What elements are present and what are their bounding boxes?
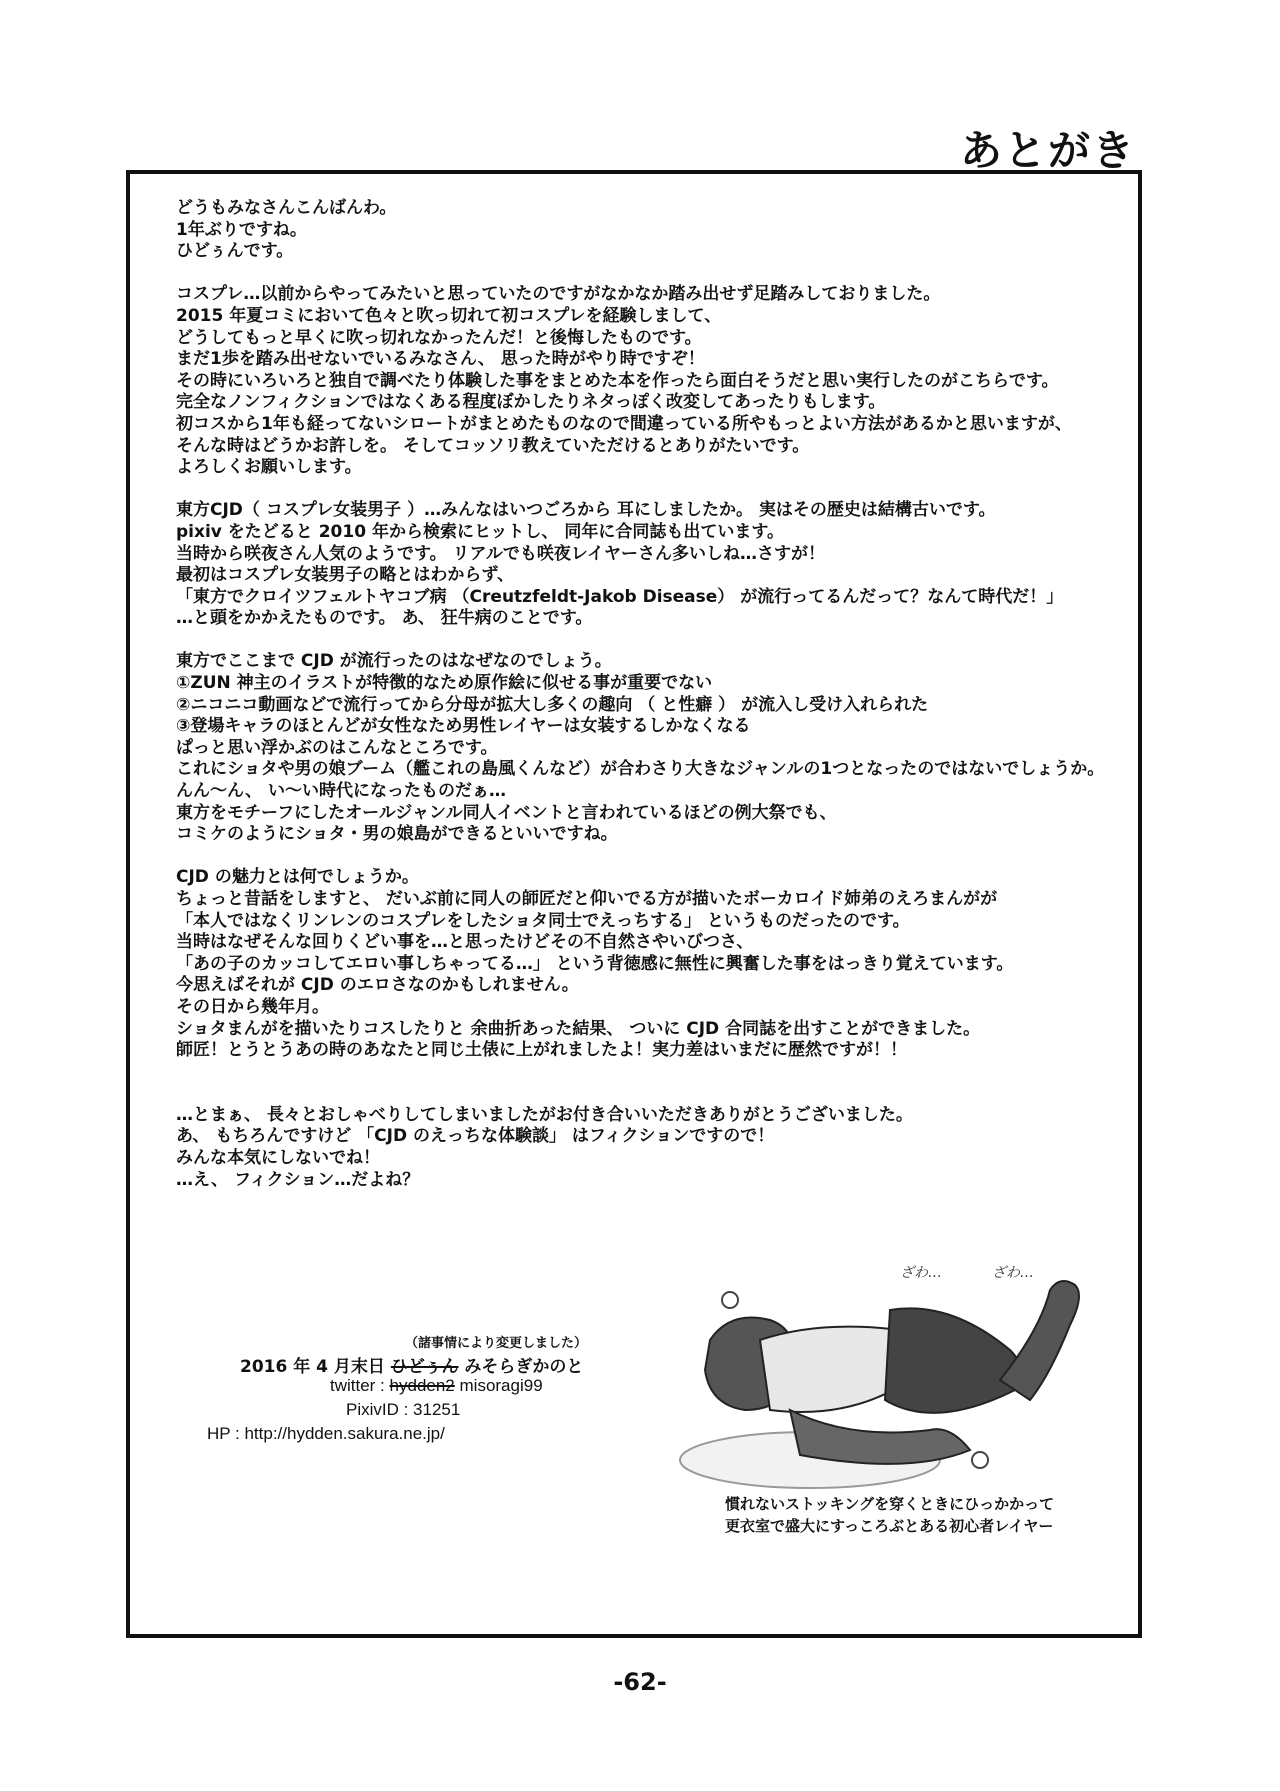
text-line: 初コスから1年も経ってないシロートがまとめたものなので間違っている所やもっとよい方法があるかと思いますが、 [176,413,1072,434]
signature-date-line [240,1352,583,1377]
text-line: ちょっと昔話をしますと、 だいぶ前に同人の師匠だと仰いでる方が描いたボーカロイド姉弟のえろまんがが [176,889,998,909]
text-line: 「あの子のカッコしてエロい事しちゃってる…」 という背徳感に無性に興奮した事をはっきり覚えています。 [176,953,1014,974]
illustration-caption [725,1493,1054,1537]
text-line: その日から幾年月。 [176,996,329,1017]
text-line: 「東方でクロイツフェルトヤコブ病 （Creutzfeldt-Jakob Disease） が流行ってるんだって？なんて時代だ！」 [176,586,1064,607]
homepage-url: HP : http://hydden.sakura.ne.jp/ [207,1424,445,1443]
text-line: 2015 年夏コミにおいて色々と吹っ切れて初コスプレを経験しまして、 [176,305,722,326]
text-line: んん～ん、 い～い時代になったものだぁ… [176,781,506,802]
sfx-zawa-2: ざわ… [992,1265,1034,1281]
name-change-note: （諸事情により変更しました） [405,1336,588,1351]
text-line: ひどぅんです。 [176,241,294,262]
text-line: ぱっと思い浮かぶのはこんなところです。 [176,737,498,758]
cosplayer-illustration [640,1270,1110,1510]
new-twitter-id: misoragi99 [459,1376,543,1395]
text-line: あ、 もちろんですけど 「CJD のえっちな体験談」 はフィクションですので！ [176,1126,775,1147]
text-line: コミケのようにショタ・男の娘島ができるといいですね。 [176,824,618,845]
text-line: どうもみなさんこんばんわ。 [176,198,397,218]
text-line: 「本人ではなくリンレンのコスプレをしたショタ同士でえっちする」 というものだったのです。 [176,910,910,931]
text-line: みんな本気にしないでね！ [176,1147,380,1168]
afterword-body [176,198,1116,1213]
text-line: …え、 フィクション…だよね？ [176,1169,420,1190]
text-line: ①ZUN 神主のイラストが特徴的なため原作絵に似せる事が重要でない [176,673,713,694]
page-title: あとがき [960,126,1137,175]
text-line: 今思えばそれが CJD のエロさなのかもしれません。 [176,975,579,996]
text-line: その時にいろいろと独自で調べたり体験した事をまとめた本を作ったら面白そうだと思い実行したのがこちらです。 [176,370,1059,391]
text-line: どうしてもっと早くに吹っ切れなかったんだ！と後悔したものです。 [176,327,702,348]
text-line: 東方をモチーフにしたオールジャンル同人イベントと言われているほどの例大祭でも、 [176,802,837,823]
twitter-label: twitter : [330,1376,385,1395]
text-line: まだ1歩を踏み出せないでいるみなさん、 思った時がやり時ですぞ！ [176,349,705,370]
text-line: ③登場キャラのほとんどが女性なため男性レイヤーは女装するしかなくなる [176,716,751,737]
new-pen-name: みそらぎかのと [464,1357,584,1377]
signature-date: 2016 年 4 月末日 [240,1357,385,1377]
caption-line: 更衣室で盛大にすっころぶとある初心者レイヤー [725,1517,1054,1535]
text-line: 完全なノンフィクションではなくある程度ぼかしたりネタっぽく改変してあったりもします。 [176,392,886,413]
pixiv-id: PixivID : 31251 [346,1400,461,1419]
old-twitter-id: hydden2 [389,1376,455,1395]
text-line: これにショタや男の娘ブーム（艦これの島風くんなど）が合わさり大きなジャンルの1つとなったのではないでしょうか。 [176,759,1105,780]
text-line: コスプレ…以前からやってみたいと思っていたのですがなかなか踏み出せず足踏みしておりました。 [176,284,941,305]
text-line: 最初はコスプレ女装男子の略とはわからず、 [176,565,514,586]
text-line: pixiv をたどると 2010 年から検索にヒットし、 同年に合同誌も出ています。 [176,521,784,542]
text-line: そんな時はどうかお許しを。 そしてコッソリ教えていただけるとありがたいです。 [176,435,810,456]
text-line: ②ニコニコ動画などで流行ってから分母が拡大し多くの趣向 （ と性癖 ） が流入し受け入れられた [176,694,929,715]
paragraph-popularity [176,651,1116,845]
old-pen-name: ひどぅん [390,1357,459,1377]
text-line: 東方でここまで CJD が流行ったのはなぜなのでしょう。 [176,651,612,672]
paragraph-greeting [176,198,1116,263]
text-line: よろしくお願いします。 [176,457,362,478]
text-line: 1年ぶりですね。 [176,219,307,240]
sfx-zawa-1: ざわ… [900,1265,942,1281]
text-line: …とまぁ、 長々とおしゃべりしてしまいましたがお付き合いいただきありがとうございました。 [176,1104,913,1125]
text-line: 当時はなぜそんな回りくどい事を…と思ったけどその不自然さやいびつさ、 [176,932,754,953]
page-number: -62- [613,1668,667,1696]
text-line: CJD の魅力とは何でしょうか。 [176,867,419,888]
text-line: 東方CJD（ コスプレ女装男子 ）…みんなはいつごろから 耳にしましたか。 実はその歴史は結構古いです。 [176,500,996,521]
text-line: ショタまんがを描いたりコスしたりと 余曲折あった結果、 ついに CJD 合同誌を出すことができました。 [176,1018,981,1039]
text-line: 当時から咲夜さん人気のようです。 リアルでも咲夜レイヤーさん多いしね…さすが！ [176,543,826,564]
paragraph-history [176,500,1116,630]
caption-line: 慣れないストッキングを穿くときにひっかかって [725,1495,1055,1513]
text-line: 師匠！とうとうあの時のあなたと同じ土俵に上がれましたよ！実力差はいまだに歴然ですが！！ [176,1040,907,1061]
paragraph-cosplay [176,284,1116,478]
twitter-line [330,1376,543,1396]
paragraph-appeal [176,867,1116,1061]
paragraph-closing [176,1105,1116,1191]
text-line: …と頭をかかえたものです。 あ、 狂牛病のことです。 [176,608,593,629]
